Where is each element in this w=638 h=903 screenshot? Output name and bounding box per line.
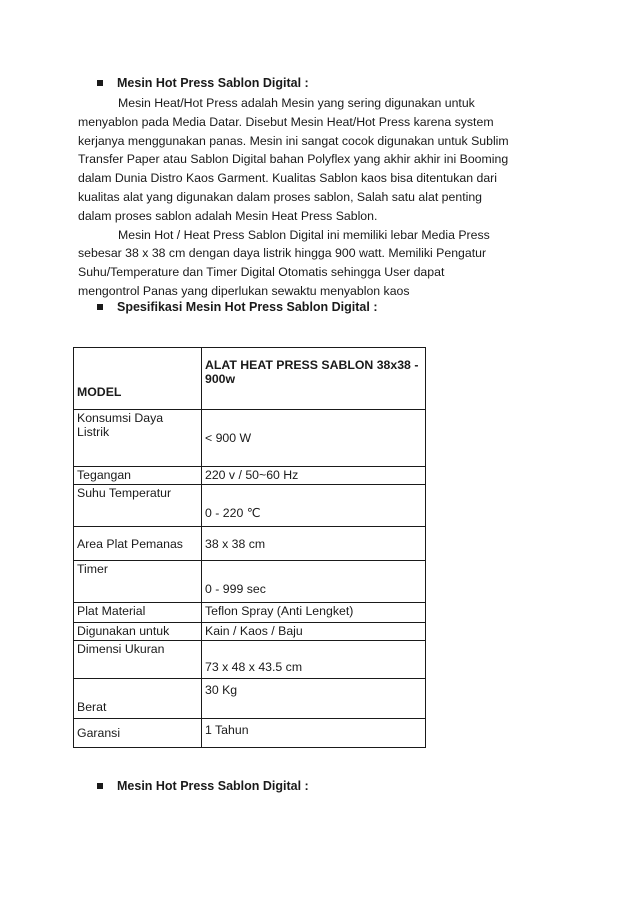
table-cell-label: Tegangan: [74, 467, 202, 485]
table-cell-value: ALAT HEAT PRESS SABLON 38x38 - 900w: [202, 348, 426, 410]
table-cell-label: Dimensi Ukuran: [74, 641, 202, 679]
table-cell-value: 0 - 220 ℃: [202, 485, 426, 527]
text-line: dalam proses sablon adalah Mesin Heat Press Sablon.: [78, 208, 378, 223]
table-cell-value: 38 x 38 cm: [202, 527, 426, 561]
description-paragraph-1: [78, 94, 568, 301]
heading-text: Spesifikasi Mesin Hot Press Sablon Digital :: [117, 300, 378, 314]
table-cell-label: Timer: [74, 561, 202, 603]
text-line: mengontrol Panas yang diperlukan sewaktu menyablon kaos: [78, 283, 410, 298]
table-row: [74, 623, 426, 641]
heading-text: Mesin Hot Press Sablon Digital :: [117, 779, 309, 793]
table-cell-label: Suhu Temperatur: [74, 485, 202, 527]
table-cell-label: Digunakan untuk: [74, 623, 202, 641]
section-heading-3: [97, 779, 309, 793]
square-bullet-icon: [97, 783, 103, 789]
table-cell-label: Berat: [74, 679, 202, 719]
table-header-row: [74, 348, 426, 410]
table-cell-value: 30 Kg: [202, 679, 426, 719]
table-row: [74, 641, 426, 679]
text-line: Transfer Paper atau Sablon Digital bahan Polyflex yang akhir akhir ini Booming: [78, 152, 509, 167]
spec-table: [73, 347, 426, 748]
table-row: [74, 485, 426, 527]
table-cell-value: < 900 W: [202, 410, 426, 467]
table-row: [74, 719, 426, 748]
heading-text: Mesin Hot Press Sablon Digital :: [117, 76, 309, 90]
table-cell-label: MODEL: [74, 348, 202, 410]
table-row: [74, 527, 426, 561]
square-bullet-icon: [97, 80, 103, 86]
square-bullet-icon: [97, 304, 103, 310]
text-line: Suhu/Temperature dan Timer Digital Otomatis sehingga User dapat: [78, 265, 445, 280]
table-row: [74, 679, 426, 719]
table-cell-value: 1 Tahun: [202, 719, 426, 748]
text-line: Mesin Heat/Hot Press adalah Mesin yang sering digunakan untuk: [118, 96, 475, 110]
text-line: kerjanya menggunakan panas. Mesin ini sangat cocok digunakan untuk Sublim: [78, 133, 509, 148]
text-line: dalam Dunia Distro Kaos Garment. Kualitas Sablon kaos bisa ditentukan dari: [78, 171, 498, 186]
table-row: [74, 603, 426, 623]
section-heading-2: [97, 300, 378, 314]
text-line: menyablon pada Media Datar. Disebut Mesin Heat/Hot Press karena system: [78, 114, 494, 129]
table-cell-label: Area Plat Pemanas: [74, 527, 202, 561]
table-cell-label: Garansi: [74, 719, 202, 748]
table-row: [74, 410, 426, 467]
table-cell-value: 73 x 48 x 43.5 cm: [202, 641, 426, 679]
table-cell-value: Kain / Kaos / Baju: [202, 623, 426, 641]
text-line: kualitas alat yang digunakan dalam proses sablon, Salah satu alat penting: [78, 189, 483, 204]
text-line: Mesin Hot / Heat Press Sablon Digital ini memiliki lebar Media Press: [118, 227, 490, 242]
table-cell-label: Konsumsi Daya Listrik: [74, 410, 202, 467]
table-row: [74, 561, 426, 603]
table-cell-value: 220 v / 50~60 Hz: [202, 467, 426, 485]
table-cell-value: Teflon Spray (Anti Lengket): [202, 603, 426, 623]
section-heading-1: [97, 76, 309, 90]
table-cell-label: Plat Material: [74, 603, 202, 623]
table-cell-value: 0 - 999 sec: [202, 561, 426, 603]
text-line: sebesar 38 x 38 cm dengan daya listrik hingga 900 watt. Memiliki Pengatur: [78, 246, 487, 261]
table-row: [74, 467, 426, 485]
